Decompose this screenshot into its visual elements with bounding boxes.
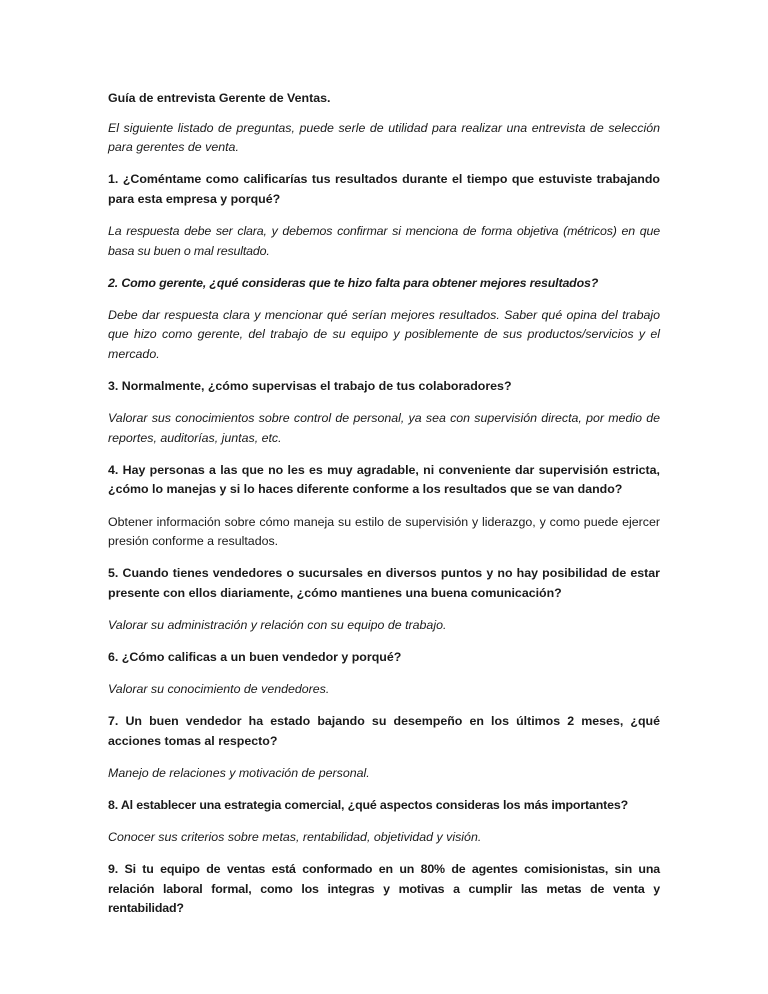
answer-1: La respuesta debe ser clara, y debemos confirmar si menciona de forma objetiva (métricos) en que basa su buen o mal resultado. xyxy=(108,223,660,258)
document-intro: El siguiente listado de preguntas, puede serle de utilidad para realizar una entrevista de selección para gerentes de venta. xyxy=(108,120,660,155)
question-5: 5. Cuando tienes vendedores o sucursales en diversos puntos y no hay posibilidad de estar presente con ellos diariamente, ¿cómo mantienes una buena comunicación? xyxy=(108,566,660,600)
question-4: 4. Hay personas a las que no les es muy agradable, ni conveniente dar supervisión estricta, ¿cómo lo manejas y si lo haces diferente conforme a los resultados que se van dando? xyxy=(108,462,660,497)
answer-5: Valorar su administración y relación con su equipo de trabajo. xyxy=(108,617,447,632)
question-3: 3. Normalmente, ¿cómo supervisas el trabajo de tus colaboradores? xyxy=(108,379,512,394)
answer-6: Valorar su conocimiento de vendedores. xyxy=(108,682,330,697)
answer-4: Obtener información sobre cómo maneja su estilo de supervisión y liderazgo, y como puede ejercer presión conforme a resultados. xyxy=(108,514,660,549)
document-page xyxy=(108,89,660,931)
answer-2: Debe dar respuesta clara y mencionar qué serían mejores resultados. Saber qué opina del trabajo que hizo como gerente, del trabajo de su equipo y posiblemente de sus productos/servicios y el mercado. xyxy=(108,307,660,361)
question-1: 1. ¿Coméntame como calificarías tus resultados durante el tiempo que estuviste trabajando para esta empresa y porqué? xyxy=(108,172,660,206)
question-7: 7. Un buen vendedor ha estado bajando su desempeño en los últimos 2 meses, ¿qué acciones tomas al respecto? xyxy=(108,714,660,748)
question-8: 8. Al establecer una estrategia comercial, ¿qué aspectos consideras los más importantes? xyxy=(108,797,629,812)
answer-7: Manejo de relaciones y motivación de personal. xyxy=(108,765,370,780)
answer-3: Valorar sus conocimientos sobre control de personal, ya sea con supervisión directa, por medio de reportes, auditorías, juntas, etc. xyxy=(108,411,660,445)
answer-8: Conocer sus criterios sobre metas, rentabilidad, objetividad y visión. xyxy=(108,830,482,845)
question-9: 9. Si tu equipo de ventas está conformado en un 80% de agentes comisionistas, sin una relación laboral formal, como los integras y motivas a cumplir las metas de venta y rentabilidad? xyxy=(108,862,660,916)
question-6: 6. ¿Cómo calificas a un buen vendedor y porqué? xyxy=(108,649,402,664)
question-2: 2. Como gerente, ¿qué consideras que te hizo falta para obtener mejores resultados? xyxy=(108,275,599,290)
document-title: Guía de entrevista Gerente de Ventas. xyxy=(108,91,331,105)
